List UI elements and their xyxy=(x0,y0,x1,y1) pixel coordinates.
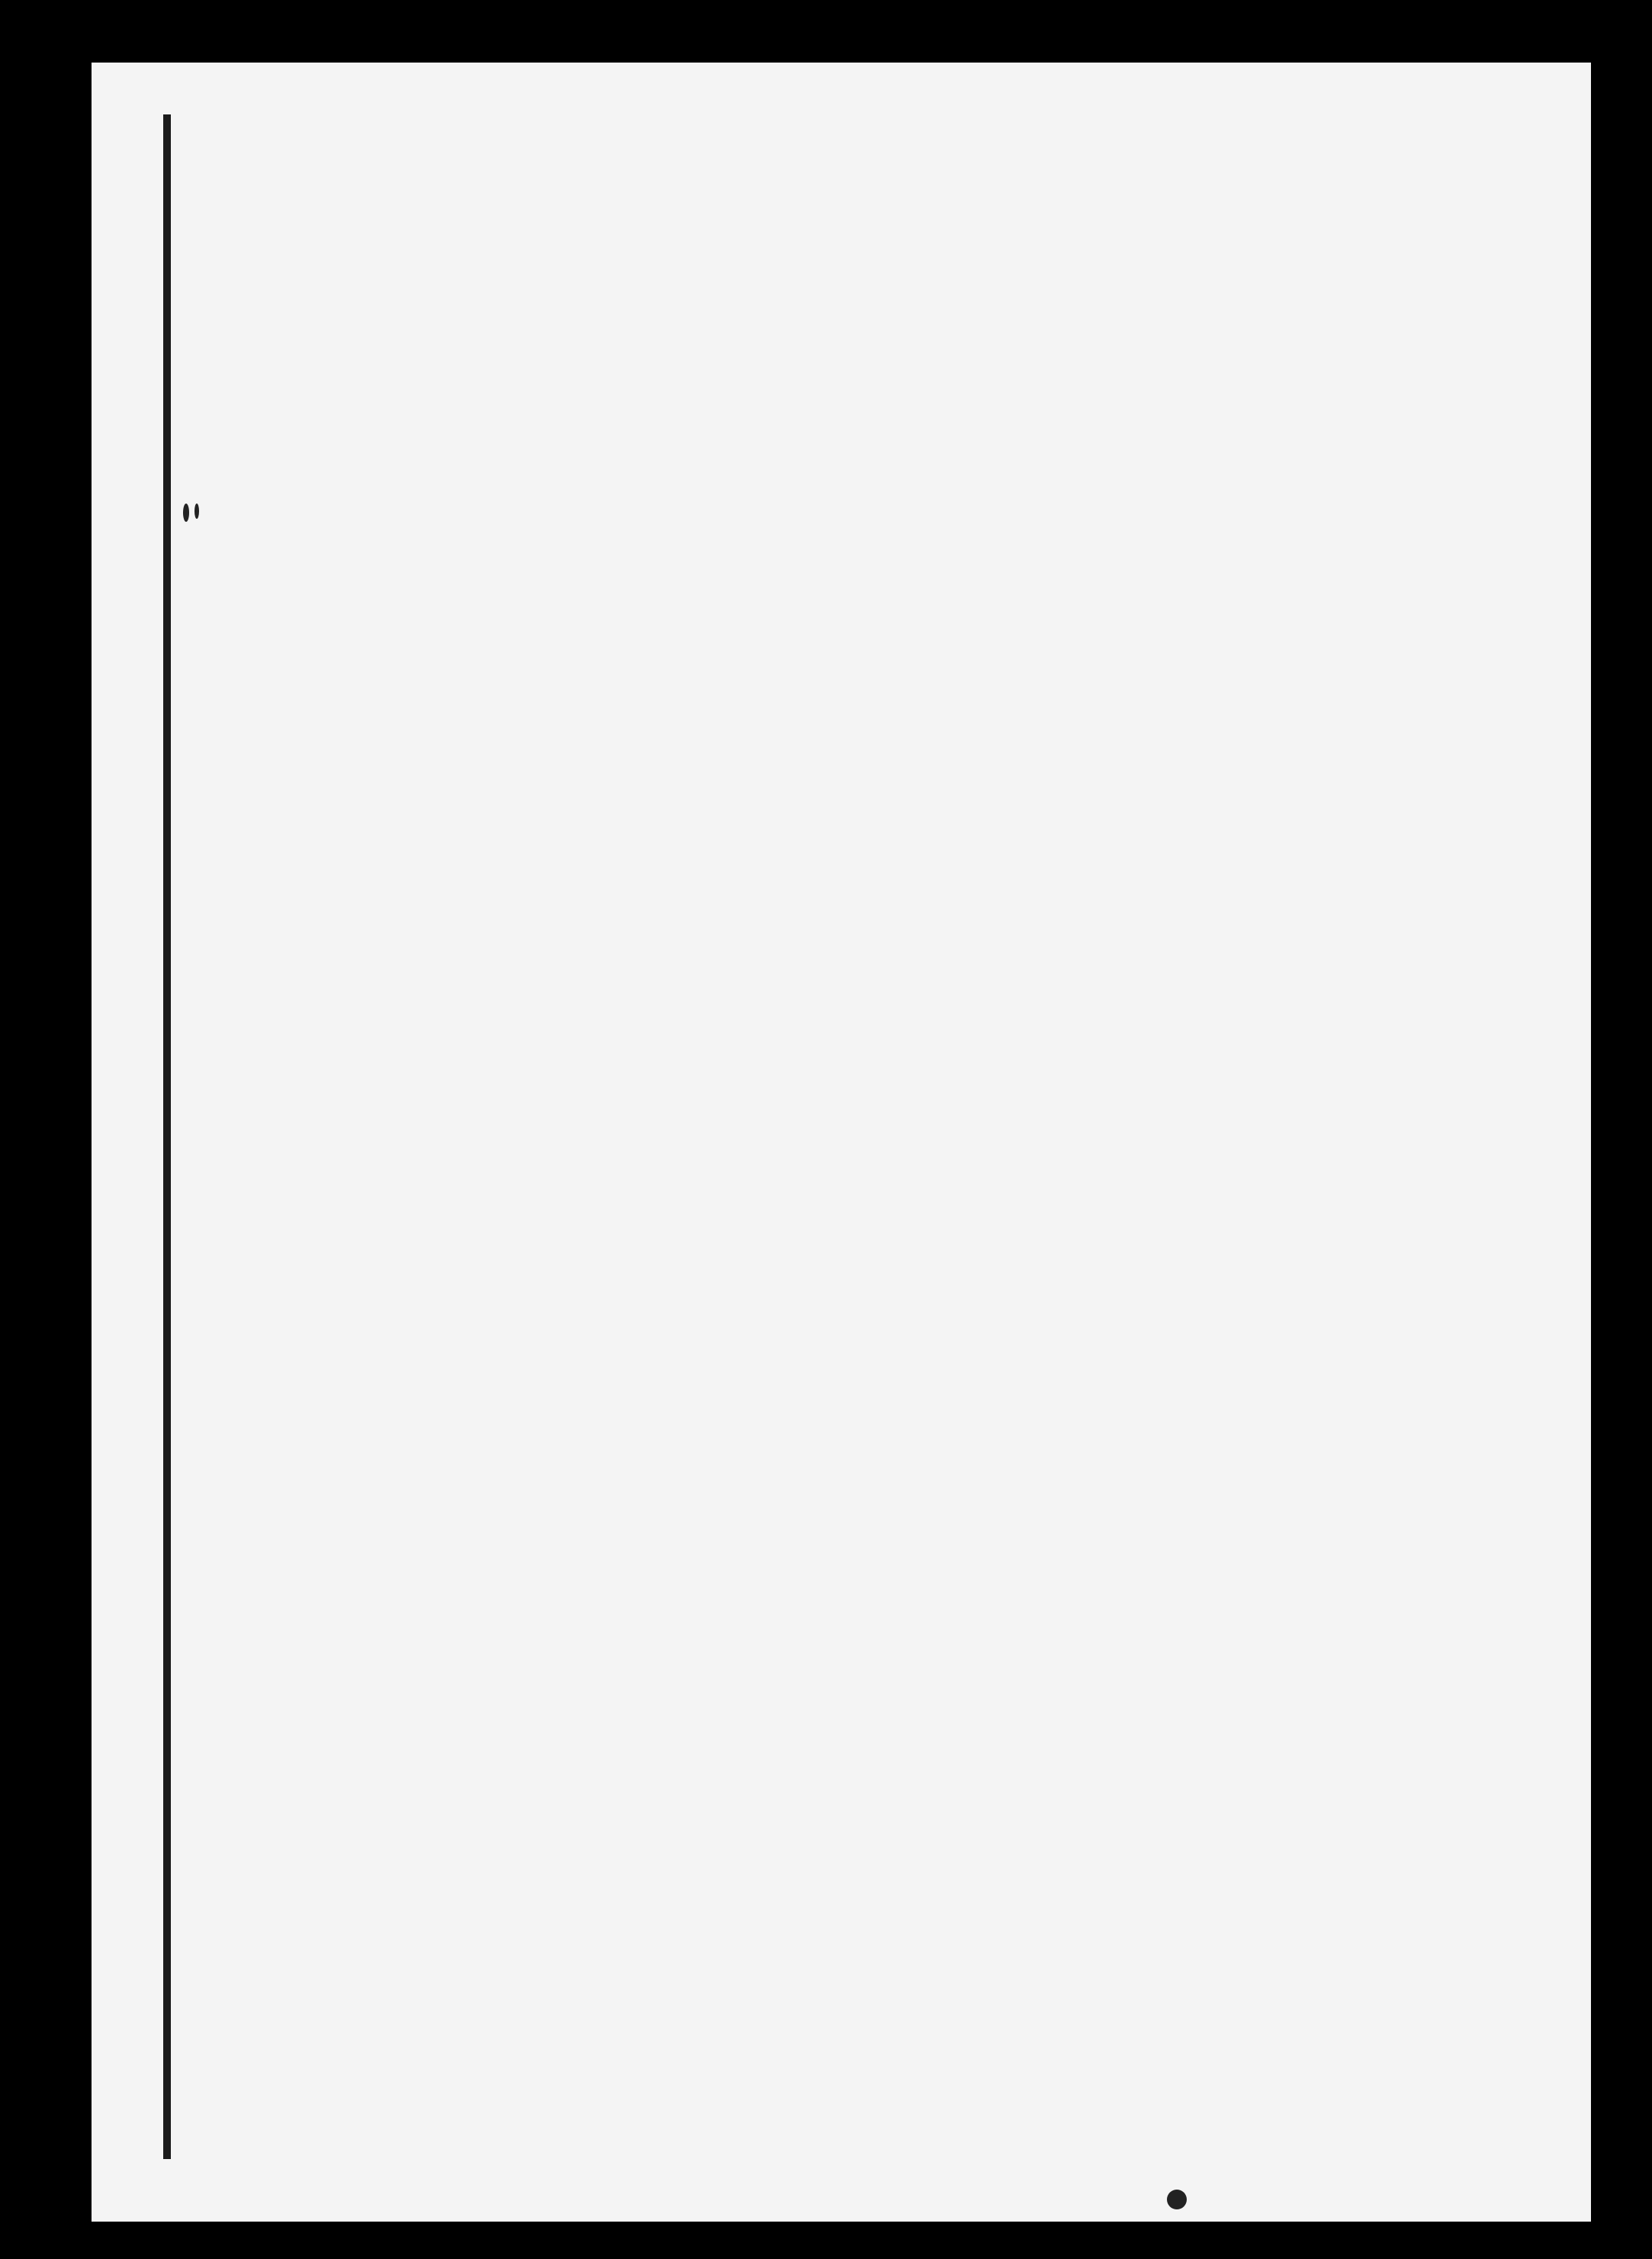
table-subtitle xyxy=(387,0,429,1915)
binding-gutter xyxy=(163,114,171,2159)
running-header xyxy=(261,0,307,1915)
scan-speck xyxy=(194,504,199,519)
scan-speck xyxy=(183,504,189,522)
rotated-table-page xyxy=(358,0,1441,1915)
scan-speck xyxy=(1167,2190,1187,2209)
